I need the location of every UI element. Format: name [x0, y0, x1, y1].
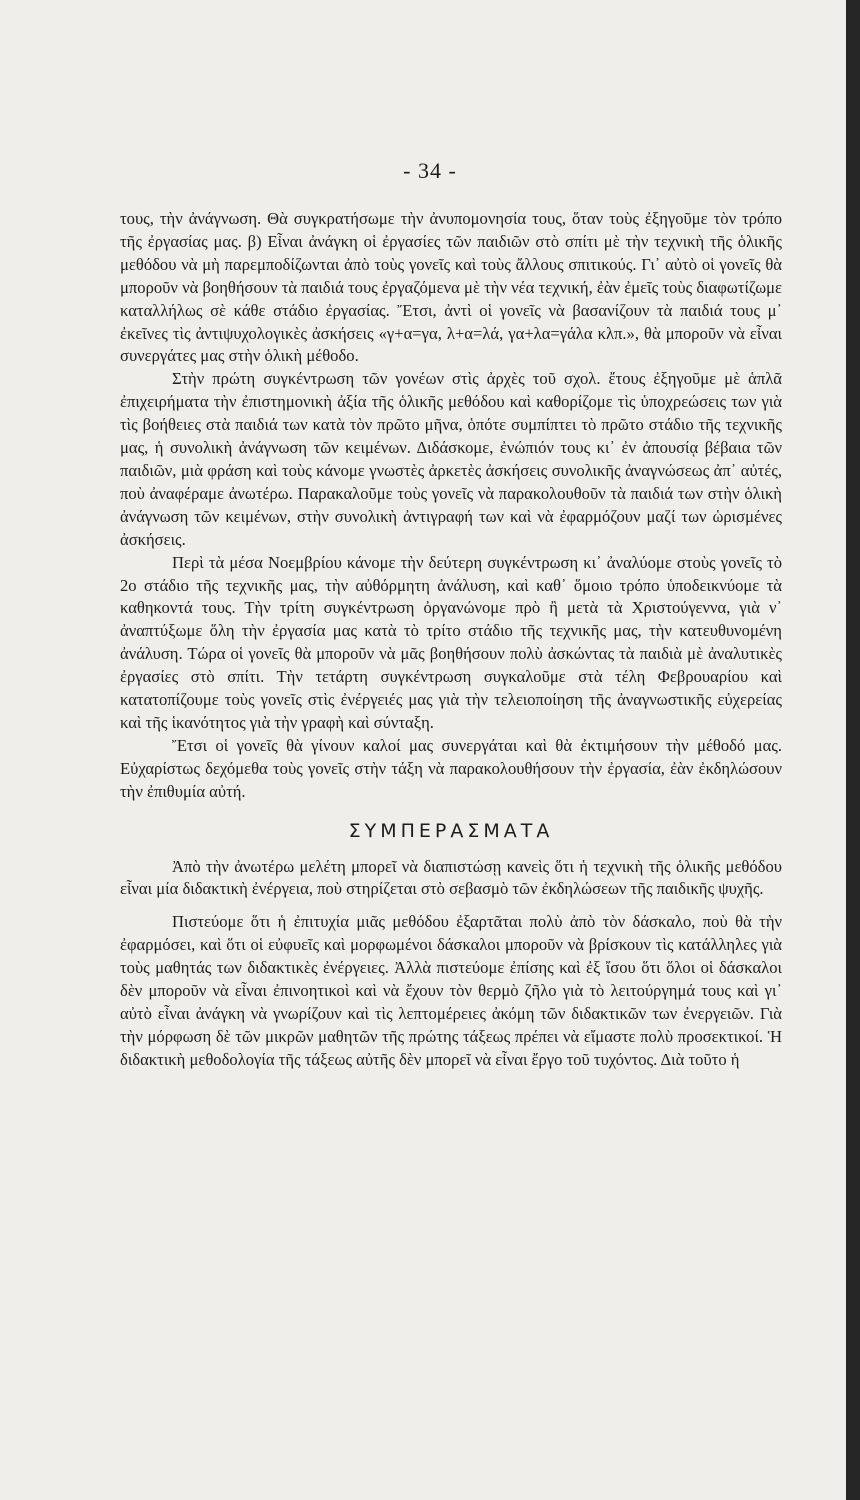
paragraph: Ἔτσι οἱ γονεῖς θὰ γίνουν καλοί μας συνεργάται καὶ θὰ ἐκτιμήσουν τὴν μέθοδό μας. Εὐχαρίστως δεχόμεθα τοὺς γονεῖς στὴν τάξη νὰ παρακολουθήσουν τὴν ἐργασία, ἐὰν ἐκδηλώσουν τὴν ἐπιθυμία αὐτή.: [120, 735, 782, 801]
paragraph: Πιστεύομε ὅτι ἡ ἐπιτυχία μιᾶς μεθόδου ἐξαρτᾶται πολὺ ἀπὸ τὸν δάσκαλο, ποὺ θὰ τὴν ἐφαρμόσει, καὶ ὅτι οἱ εὐφυεῖς καὶ μορφωμένοι δάσκαλοι μποροῦν νὰ βρίσκουν τὶς κατάλληλες γιὰ τοὺς μαθητάς των διδακτικὲς ἐνέργειες. Ἀλλὰ πιστεύομε ἐπίσης καὶ ἐξ ἴσου ὅτι ὅλοι οἱ δάσκαλοι δὲν μποροῦν νὰ εἶναι ἐπινοητικοὶ καὶ νὰ ἔχουν τὸν θερμὸ ζῆλο γιὰ τὸ λειτούργημά τους καὶ γι᾿ αὐτὸ εἶναι ἀνάγκη νὰ γνωρίζουν καὶ τὶς λεπτομέρειες ἀκόμη τῶν διδακτικῶν των ἐνεργειῶν. Γιὰ τὴν μόρφωση δὲ τῶν μικρῶν μαθητῶν τῆς πρώτης τάξεως πρέπει νὰ εἴμαστε πολὺ προσεκτικοί. Ἡ διδακτικὴ μεθοδολογία τῆς τάξεως αὐτῆς δὲν μπορεῖ νὰ εἶναι ἔργο τοῦ τυχόντος. Διὰ τοῦτο ἡ: [120, 912, 782, 1069]
paragraph: Περὶ τὰ μέσα Νοεμβρίου κάνομε τὴν δεύτερη συγκέντρωση κι᾿ ἀναλύομε στοὺς γονεῖς τὸ 2ο στάδιο τῆς τεχνικῆς μας, τὴν αὐθόρμητη ἀνάλυση, καὶ καθ᾿ ὅμοιο τρόπο ὑποδεικνύομε τὰ καθηκοντά τους. Τὴν τρίτη συγκέντρωση ὀργανώνομε πρὸ ἢ μετὰ τὰ Χριστούγεννα, γιὰ ν᾿ ἀναπτύξωμε ὅλη τὴν ἐργασία μας κατὰ τὸ τρίτο στάδιο τῆς τεχνικῆς μας, τὴν κατευθυνομένη ἀνάλυση. Τώρα οἱ γονεῖς θὰ μποροῦν νὰ μᾶς βοηθήσουν πολὺ ἀσκώντας τὰ παιδιὰ μὲ ἀναλυτικὲς ἐργασίες στὸ σπίτι. Τὴν τετάρτη συγκέντρωση συγκαλοῦμε στὰ τέλη Φεβρουαρίου καὶ κατατοπίζουμε τοὺς γονεῖς στὶς ἐνέργειές μας γιὰ τὴν τελειοποίηση τῆς ἀναγνωστικῆς εὐχερείας καὶ τῆς ἱκανότητος γιὰ τὴν γραφὴ καὶ σύνταξη.: [120, 552, 782, 732]
body-text: [120, 208, 782, 1072]
section-heading: ΣΥΜΠΕΡΑΣΜΑΤΑ: [348, 819, 554, 842]
paragraph: τους, τὴν ἀνάγνωση. Θὰ συγκρατήσωμε τὴν ἀνυπομονησία τους, ὅταν τοὺς ἐξηγοῦμε τὸν τρόπο τῆς ἐργασίας μας. β) Εἶναι ἀνάγκη οἱ ἐργασίες τῶν παιδιῶν στὸ σπίτι μὲ τὴν τεχνικὴ τῆς ὁλικῆς μεθόδου νὰ μὴ παρεμποδίζωνται ἀπὸ τοὺς γονεῖς καὶ τοὺς ἄλλους σπιτικούς. Γι᾿ αὐτὸ οἱ γονεῖς θὰ μποροῦν νὰ βοηθήσουν τὰ παιδιά τους ἐργαζόμενα μὲ τὴν νέα τεχνική, ἐὰν ἐμεῖς τοὺς διαφωτίζωμε καταλλήλως σὲ κάθε στάδιο ἐργασίας. Ἔτσι, ἀντὶ οἱ γονεῖς νὰ βασανίζουν τὰ παιδιά τους μ᾿ ἐκεῖνες τὶς ἀντιψυχολογικὲς ἀσκήσεις «γ+α=γα, λ+α=λά, γα+λα=γάλα κλπ.», θὰ μποροῦν νὰ εἶναι συνεργάτες μας στὴν ὁλικὴ μέθοδο.: [120, 209, 782, 366]
page-number: - 34 -: [403, 158, 457, 183]
paragraph: Στὴν πρώτη συγκέντρωση τῶν γονέων στὶς ἀρχὲς τοῦ σχολ. ἔτους ἐξηγοῦμε μὲ ἁπλᾶ ἐπιχειρήματα τὴν ἐπιστημονικὴ ἀξία τῆς ὁλικῆς μεθόδου καὶ καθορίζομε τὶς ὑποχρεώσεις των γιὰ τὶς βοήθειες στὰ παιδιά των κατὰ τὸν πρῶτο μῆνα, ὁπότε συμπίπτει τὸ πρῶτο στάδιο τῆς τεχνικῆς μας, ἡ συνολικὴ ἀνάγνωση τῶν κειμένων. Διδάσκομε, ἐνώπιόν τους κι᾿ ἐν ἀπουσίᾳ βέβαια τῶν παιδιῶν, μιὰ φράση καὶ τοὺς κάνομε γνωστὲς ἀρκετὲς ἀσκήσεις συνολικῆς ἀναγνώσεως ἀπ᾿ αὐτές, ποὺ ἀναφέραμε ἀνωτέρω. Παρακαλοῦμε τοὺς γονεῖς νὰ παρακολουθοῦν τὰ παιδιά των στὴν ὁλικὴ ἀνάγνωση τῶν κειμένων, στὴν συνολικὴ ἀντιγραφή των καὶ νὰ ἐφαρμόζουν μαζί των ὡρισμένες ἀσκήσεις.: [120, 369, 782, 549]
page-edge: [846, 0, 860, 1500]
paragraph: Ἀπὸ τὴν ἀνωτέρω μελέτη μπορεῖ νὰ διαπιστώσῃ κανεὶς ὅτι ἡ τεχνικὴ τῆς ὁλικῆς μεθόδου εἶναι μία διδακτικὴ ἐνέργεια, ποὺ στηρίζεται στὸ σεβασμὸ τῶν ἐκδηλώσεων τῆς παιδικῆς ψυχῆς.: [120, 856, 782, 899]
